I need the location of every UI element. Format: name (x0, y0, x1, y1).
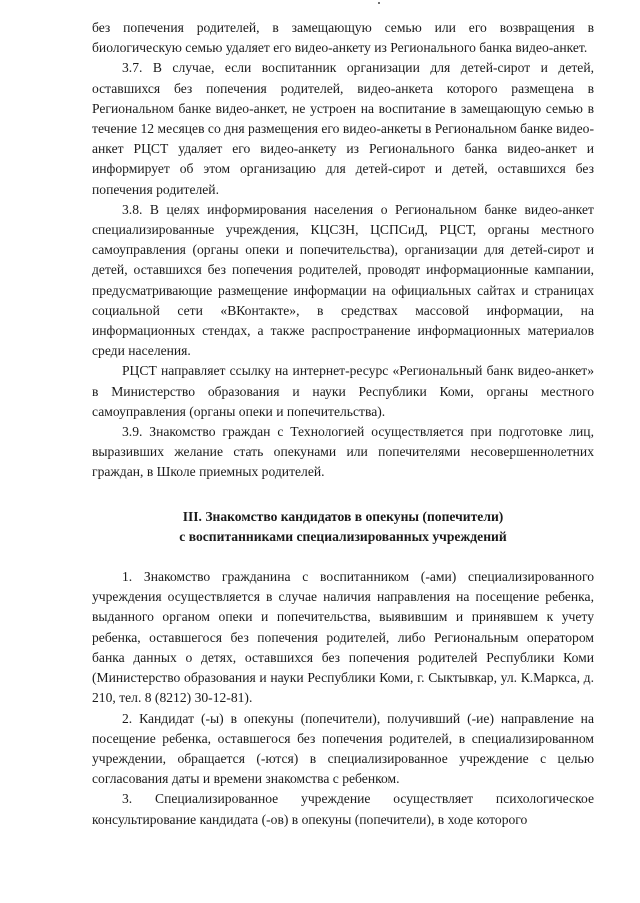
paragraph-rcst: РЦСТ направляет ссылку на интернет-ресурс «Региональный банк видео-анкет» в Министерство образования и науки Республики Коми, органы местного самоуправления (органы опеки и попечительства). (92, 363, 594, 419)
paragraph-3-8: 3.8. В целях информирования населения о Региональном банке видео-анкет специализированные учреждения, КЦСЗН, ЦСПСиД, РЦСТ, органы местного самоуправления (органы опеки и попечительства), организации для детей-сирот и детей, оставшихся без попечения родителей, проводят информационные кампании, предусматривающие размещение информации на официальных сайтах и страницах социальной сети «ВКонтакте», в средствах массовой информации, на информационных стендах, а также распространение информационных материалов среди населения. (92, 201, 594, 359)
scan-mark (378, 2, 380, 4)
section-title (92, 507, 594, 547)
section-title-line-2: с воспитанниками специализированных учреждений (179, 528, 507, 544)
paragraph-1: 1. Знакомство гражданина с воспитанником (-ами) специализированного учреждения осуществляется в случае наличия направления на посещение ребенка, выданного органом опеки и попечительства, выявившим и принявшем к учету ребенка, оставшегося без попечения родителей, либо Региональным оператором банка данных о детях, оставшихся без попечения родителей Республики Коми (Министерство образования и науки Республики Коми, г. Сыктывкар, ул. К.Маркса, д. 210, тел. 8 (8212) 30-12-81). (92, 569, 594, 706)
section-title-line-1: III. Знакомство кандидатов в опекуны (попечители) (182, 508, 504, 524)
paragraph-3: 3. Специализированное учреждение осуществляет психологическое консультирование кандидата (-ов) в опекуны (попечители), в ходе которого (92, 791, 594, 827)
paragraph-continuation: без попечения родителей, в замещающую семью или его возвращения в биологическую семью удаляет его видео-анкету из Регионального банка видео-анкет. (92, 20, 594, 56)
paragraph-2: 2. Кандидат (-ы) в опекуны (попечители), получивший (-ие) направление на посещение ребенка, оставшегося без попечения родителей, в специализированном учреждении, обращается (-ются) в специализированное учреждение с целью согласования даты и времени знакомства с ребенком. (92, 710, 594, 787)
paragraph-3-7: 3.7. В случае, если воспитанник организации для детей-сирот и детей, оставшихся без попечения родителей, видео-анкета которого размещена в Региональном банке видео-анкет, не устроен на воспитание в замещающую семью в течение 12 месяцев со дня размещения его видео-анкеты в Региональном банке видео-анкет РЦСТ удаляет его видео-анкету из Регионального банка видео-анкет и информирует об этом организацию для детей-сирот и детей, оставшихся без попечения родителей. (92, 60, 594, 197)
paragraph-3-9: 3.9. Знакомство граждан с Технологией осуществляется при подготовке лиц, выразивших желание стать опекунами или попечителями несовершеннолетних граждан, в Школе приемных родителей. (92, 424, 594, 480)
